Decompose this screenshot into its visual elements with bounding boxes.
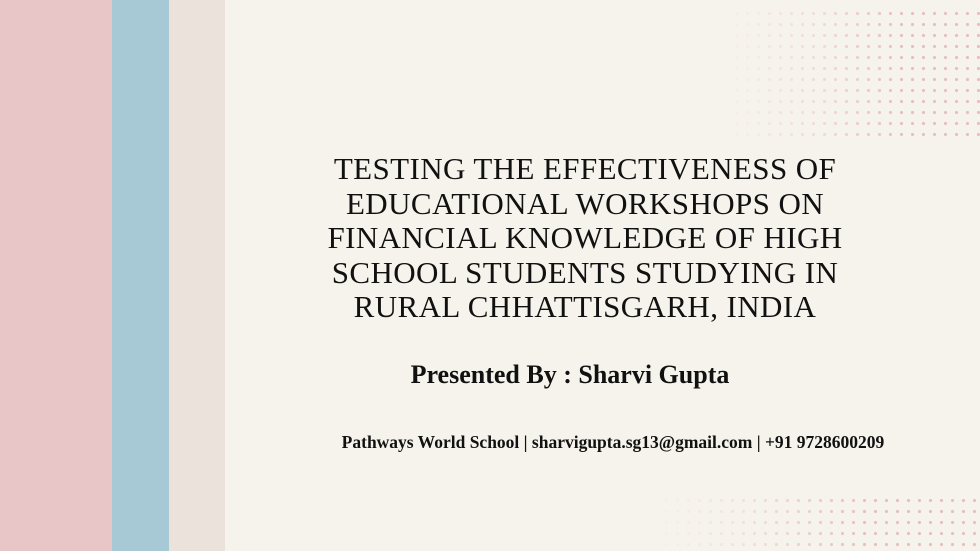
contact-info: Pathways World School | sharvigupta.sg13@gmail.com | +91 9728600209	[341, 432, 885, 452]
decorative-pink-stripe	[0, 0, 112, 551]
slide-title: TESTING THE EFFECTIVENESS OF EDUCATIONAL WORKSHOPS ON FINANCIAL KNOWLEDGE OF HIGH SCHOOL STUDENTS STUDYING IN RURAL CHHATTISGARH, INDIA	[327, 151, 843, 324]
decorative-dot-pattern-top	[720, 8, 980, 138]
decorative-beige-stripe	[169, 0, 225, 551]
decorative-dot-pattern-bottom	[650, 495, 980, 551]
presenter-line: Presented By : Sharvi Gupta	[410, 360, 730, 389]
decorative-blue-stripe	[112, 0, 169, 551]
